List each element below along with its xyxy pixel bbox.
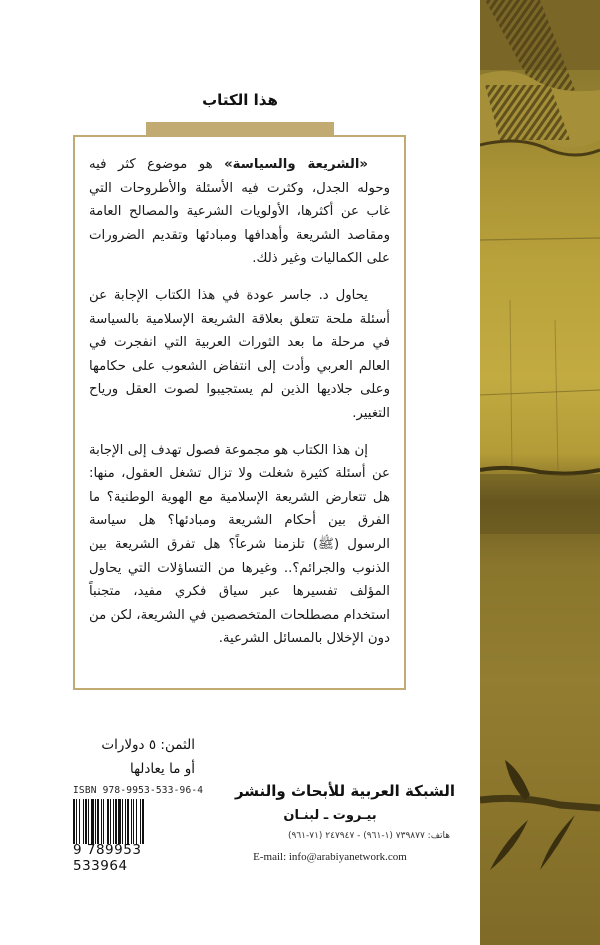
barcode-icon xyxy=(73,799,194,844)
barcode-digits: 9 789953 533964 xyxy=(73,842,142,874)
isbn-label: ISBN 978-9953-533-96-4 xyxy=(73,785,204,796)
book-title-quote: «الشريعة والسياسة» xyxy=(224,157,368,172)
cover-art-illustration xyxy=(480,0,600,945)
price-line: الثمن: ٥ دولارات xyxy=(101,737,195,753)
cover-art-strip xyxy=(480,0,600,945)
description-box xyxy=(73,135,406,690)
heading-tab-decoration xyxy=(146,122,334,136)
paragraph-2: يحاول د. جاسر عودة في هذا الكتاب الإجابة عن أسئلة ملحة تتعلق بعلاقة الشريعة الإسلامية بالسياسة في مرحلة ما بعد الثورات العربية التي انفجرت في العالم العربي وأدت إلى انتفاض الشعوب على حكامها وعلى جلاديها الذين لم يستجيبوا لصوت العقل ورياح التغيير. xyxy=(89,287,390,421)
paragraph-1 xyxy=(89,153,390,271)
paragraph-1-text: هو موضوع كثر فيه وحوله الجدل، وكثرت فيه الأسئلة والأطروحات التي غاب عن أكثرها، الأولويات الشرعية والمصالح العامة ومقاصد الشريعة وأهدافها ومبادئها وتقديم الضرورات على الكماليات وغير ذلك. xyxy=(89,157,390,267)
section-heading: هذا الكتاب xyxy=(202,91,278,109)
paragraph-3: إن هذا الكتاب هو مجموعة فصول تهدف إلى الإجابة عن أسئلة كثيرة شغلت ولا تزال تشغل العقول، منها: هل تتعارض الشريعة الإسلامية مع الهوية الوطنية؟ ما الفرق بين أحكام الشريعة ومبادئها؟ هل سياسة الرسول (ﷺ) تلزمنا شرعاً؟ هل تفرق الشريعة بين الذنوب والجرائم؟.. وغيرها من التساؤلات التي يحاول المؤلف تفسيرها عبر سياق فكري مفيد، متجنباً استخدام مصطلحات المتخصصين في الشريعة، لكن من دون الإخلال بالمسائل الشرعية. xyxy=(89,442,390,647)
publisher-city: بيـروت ـ لبنـان xyxy=(283,808,377,823)
publisher-email: E-mail: info@arabiyanetwork.com xyxy=(253,851,407,863)
price-equivalent: أو ما يعادلها xyxy=(129,761,195,777)
price-block xyxy=(75,733,195,781)
publisher-name: الشبكة العربية للأبحاث والنشر xyxy=(234,782,455,800)
description-text xyxy=(89,153,390,664)
publisher-phone: هاتف: ٧٣٩٨٧٧ (١-٩٦١) - ٢٤٧٩٤٧ (٧١-٩٦١) xyxy=(287,831,450,841)
